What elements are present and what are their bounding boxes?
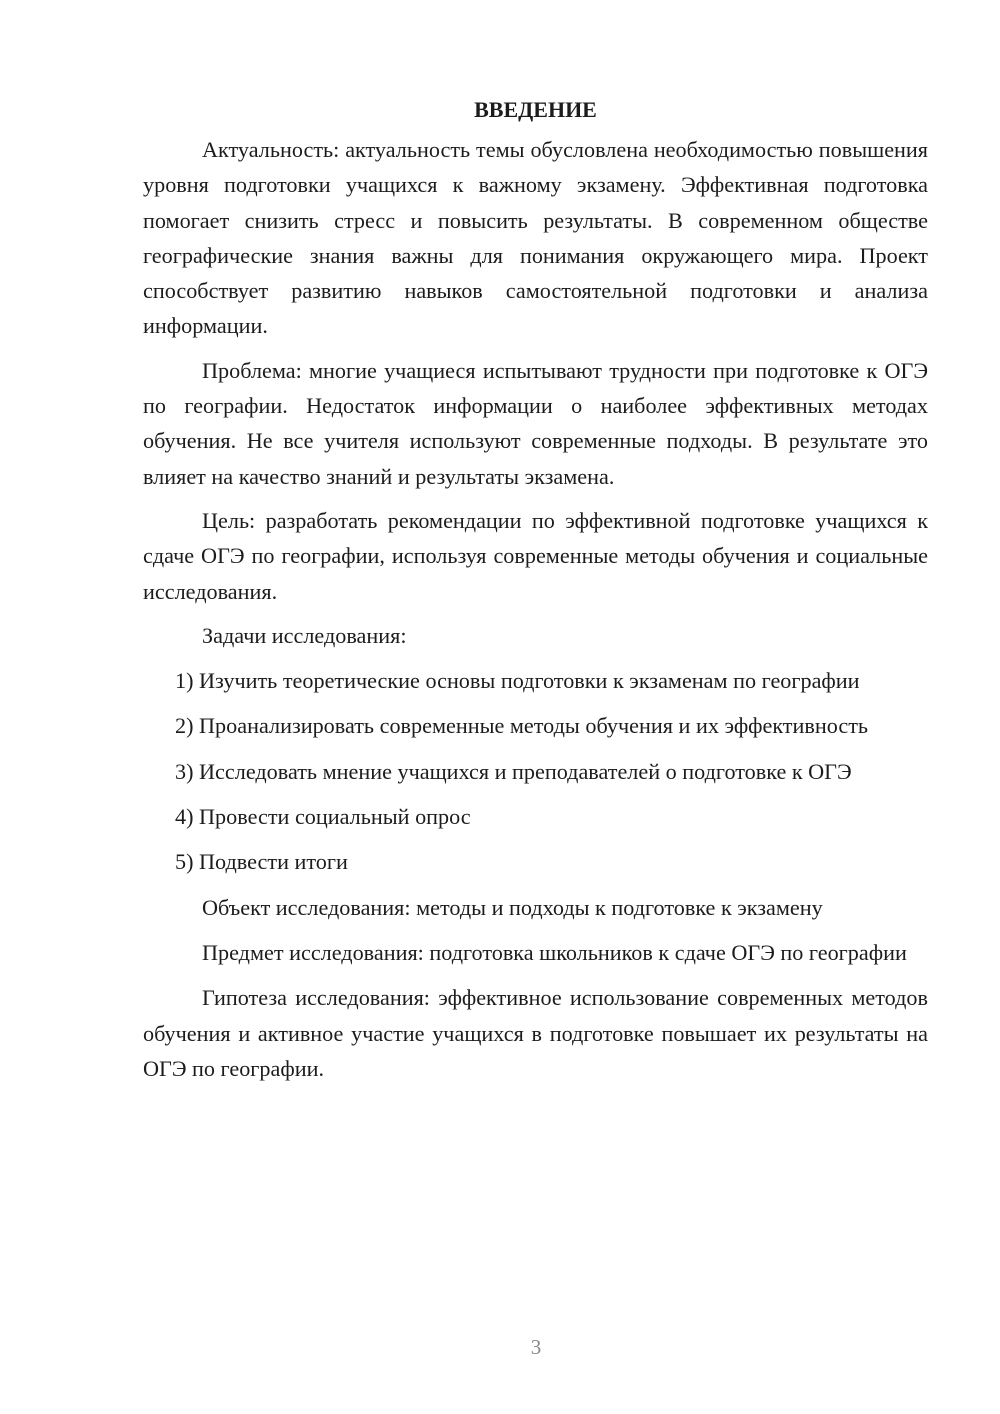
hypothesis-paragraph: Гипотеза исследования: эффективное использование современных методов обучения и активное участие учащихся в подготовке повышает их результаты на ОГЭ по географии. [143,985,928,1081]
object-paragraph: Объект исследования: методы и подходы к подготовке к экзамену [202,894,823,920]
problem-paragraph: Проблема: многие учащиеся испытывают трудности при подготовке к ОГЭ по географии. Недостаток информации о наиболее эффективных методах обучения. Не все учителя используют современные подходы. В результате это влияет на качество знаний и результаты экзамена. [143,357,928,489]
goal-paragraph: Цель: разработать рекомендации по эффективной подготовке учащихся к сдаче ОГЭ по географии, используя современные методы обучения и социальные исследования. [143,507,928,604]
tasks-heading: Задачи исследования: [202,622,407,648]
page-content [143,92,928,1086]
subject-paragraph: Предмет исследования: подготовка школьников к сдаче ОГЭ по географии [202,939,907,965]
page-title: ВВЕДЕНИЕ [474,97,597,122]
task-item-3: 3) Исследовать мнение учащихся и преподавателей о подготовке к ОГЭ [175,758,852,784]
relevance-paragraph: Актуальность: актуальность темы обусловлена необходимостью повышения уровня подготовки учащихся к важному экзамену. Эффективная подготовка помогает снизить стресс и повысить результаты. В современном обществе географические знания важны для понимания окружающего мира. Проект способствует развитию навыков самостоятельной подготовки и анализа информации. [143,137,928,339]
task-item-5: 5) Подвести итоги [175,849,348,875]
task-item-2: 2) Проанализировать современные методы обучения и их эффективность [175,713,869,739]
task-item-4: 4) Провести социальный опрос [175,804,471,830]
task-item-1: 1) Изучить теоретические основы подготовки к экзаменам по географии [175,668,860,694]
page-number: 3 [530,1335,542,1359]
